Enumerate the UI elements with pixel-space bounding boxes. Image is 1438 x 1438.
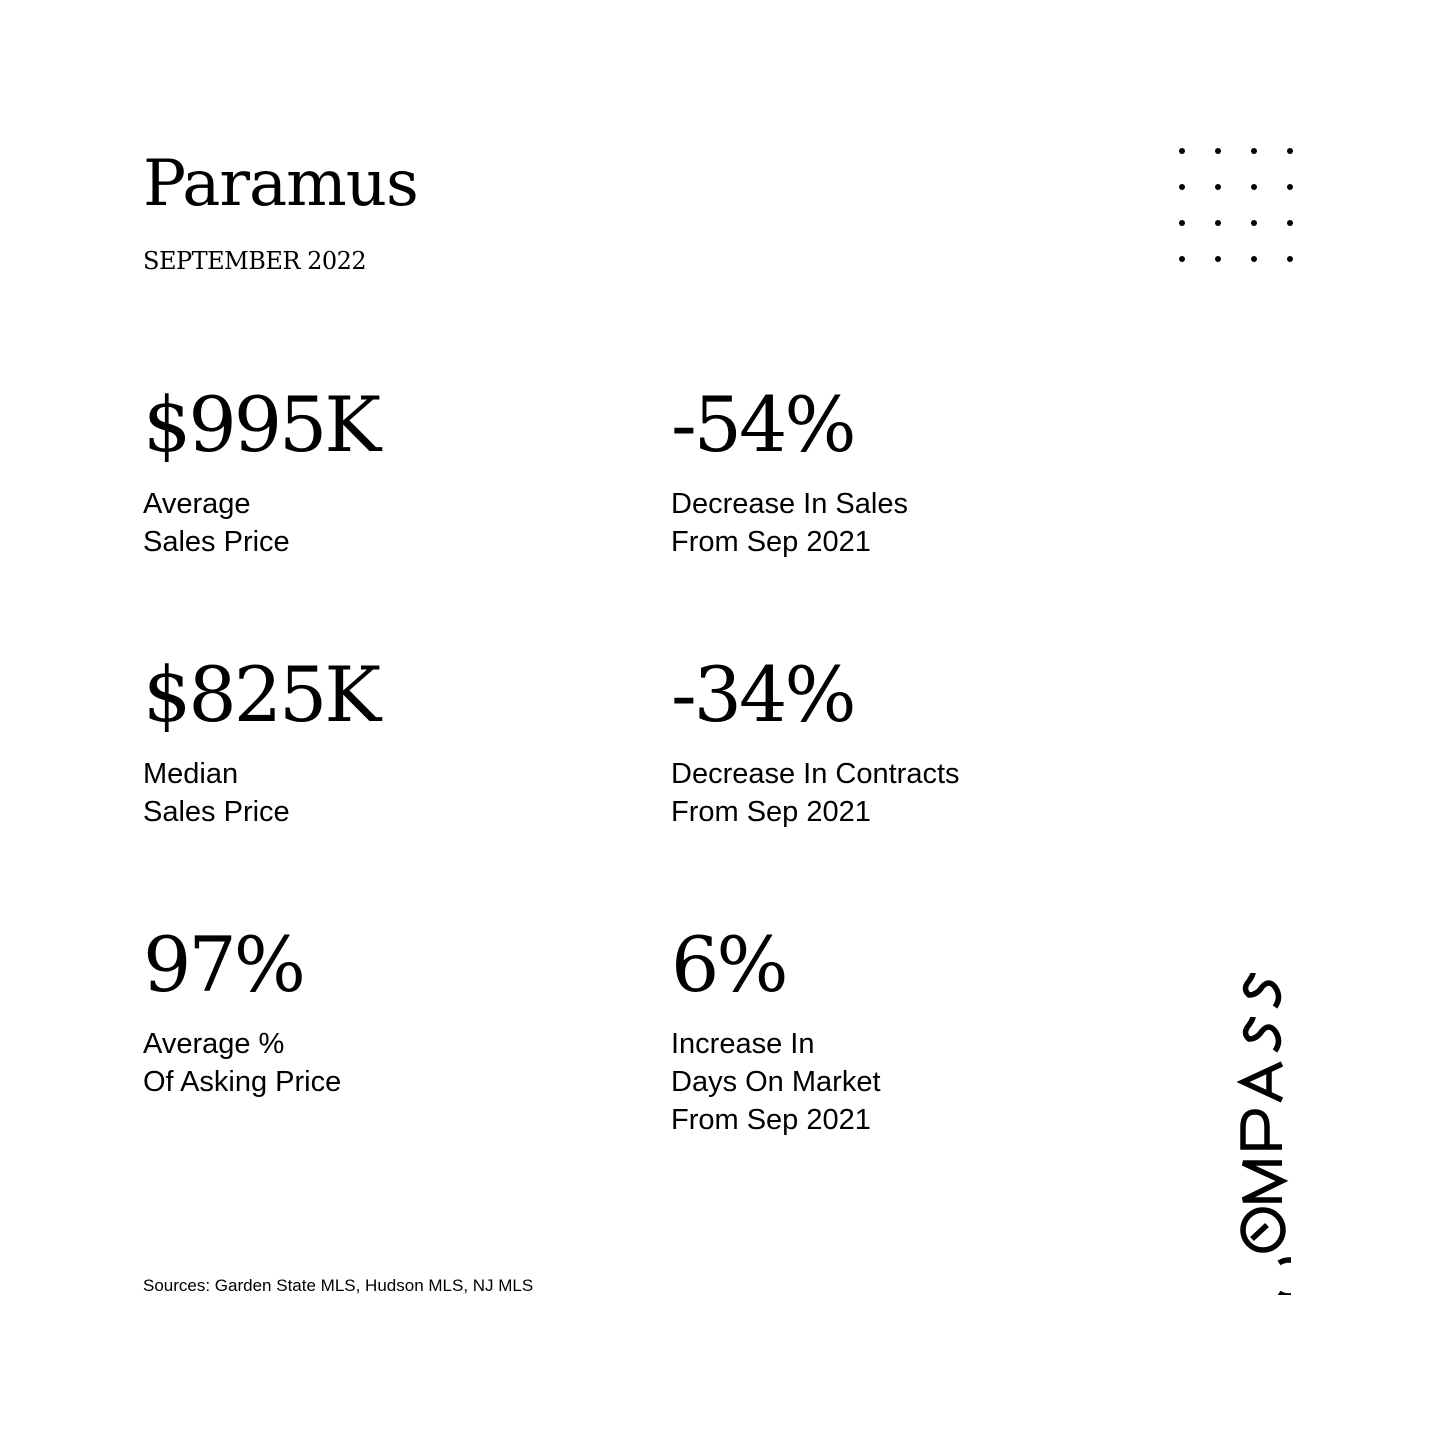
stat-label [143,485,378,561]
stat-value: 6% [671,920,786,1009]
stat-label-line: From Sep 2021 [671,796,871,828]
stat-label-line: Sales Price [143,526,290,558]
stat-value: 97% [143,920,303,1009]
stat-median-sales-price [143,650,379,831]
stat-label-line: Increase In [671,1028,815,1060]
stat-contracts-change [671,650,960,831]
stat-label-line: Decrease In Contracts [671,758,960,790]
stat-value: -54% [671,380,854,469]
stat-label-line: Decrease In Sales [671,488,908,520]
stat-label-line: Days On Market [671,1066,881,1098]
page-title: Paramus [143,147,418,221]
stat-percent-of-asking [143,920,342,1101]
compass-logo [1235,955,1291,1295]
stat-label-line: Sales Price [143,796,290,828]
stat-label-line: From Sep 2021 [671,526,871,558]
stat-label [671,755,960,831]
stat-label-line: From Sep 2021 [671,1104,871,1136]
dot-grid-icon [1170,139,1302,271]
stat-label-line: Average [143,488,251,520]
stat-value: $825K [143,650,379,739]
stat-label [671,1025,881,1139]
report-date: SEPTEMBER 2022 [143,247,367,275]
stat-label [671,485,908,561]
sources-note: Sources: Garden State MLS, Hudson MLS, NJ MLS [143,1276,534,1295]
stat-label-line: Median [143,758,239,790]
stat-label [143,755,378,831]
stat-average-sales-price [143,380,379,561]
stat-label-line: Average % [143,1028,285,1060]
stat-label [143,1025,341,1101]
stat-value: -34% [671,650,854,739]
stat-value: $995K [143,380,379,469]
stat-sales-change [671,380,908,561]
stat-label-line: Of Asking Price [143,1066,342,1098]
stat-days-on-market-change [671,920,881,1139]
